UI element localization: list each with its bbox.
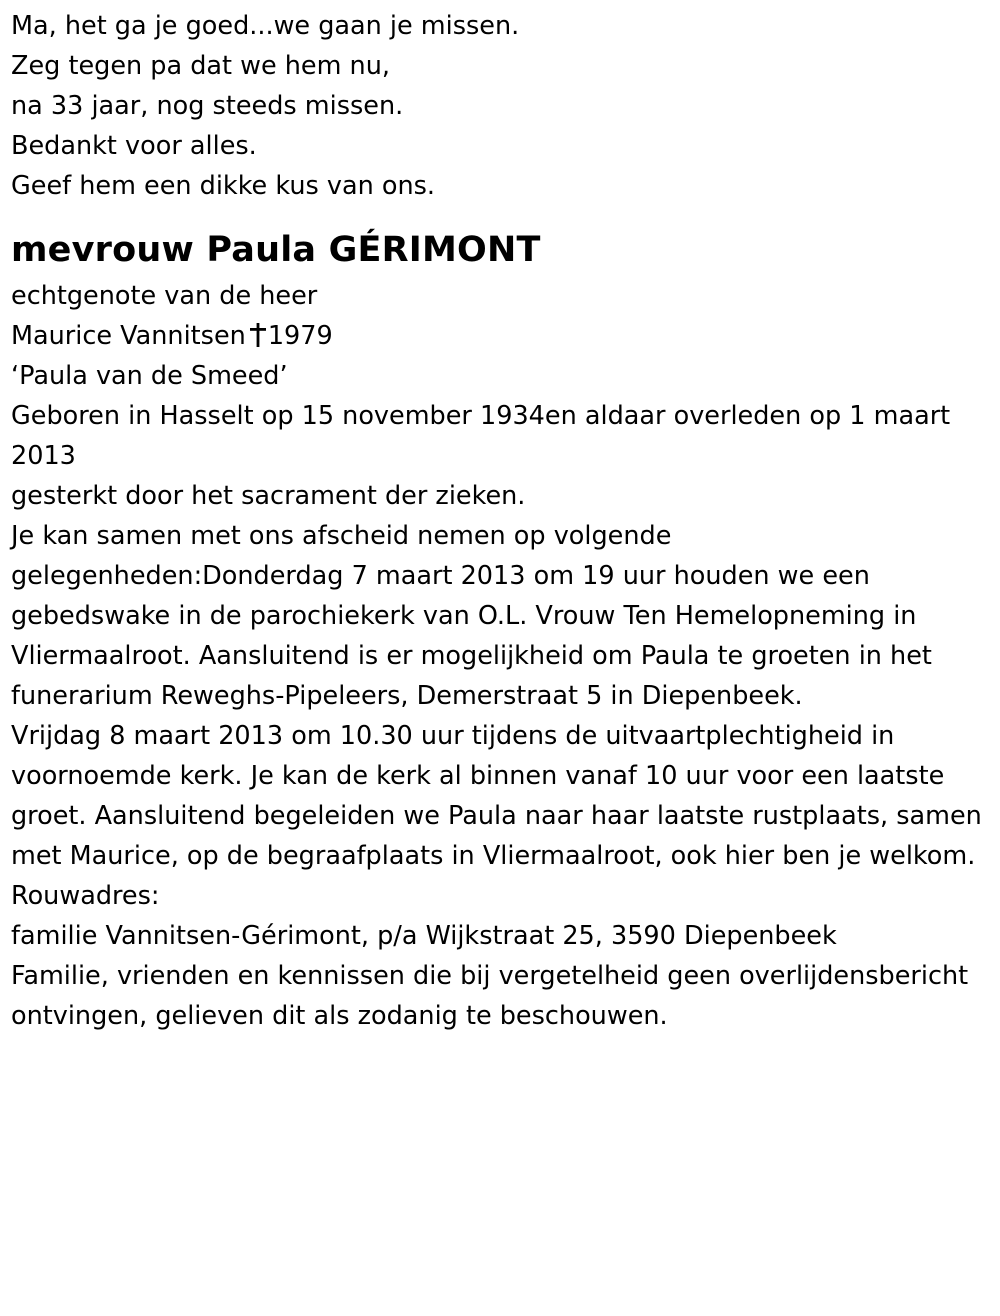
- poem-line-2: Zeg tegen pa dat we hem nu,: [11, 51, 390, 81]
- ceremony-text-1: Je kan samen met ons afscheid nemen op volgende gelegenheden:Donderdag 7 maart 2013 om 19 uur houden we een gebedswake in de parochiekerk van O.L. Vrouw Ten Hemelopneming in Vliermaalroot. Aansluitend is er mogelijkheid om Paula te groeten in het funerarium Reweghs-Pipeleers, Demerstraat 5 in Diepenbeek.: [11, 521, 932, 711]
- birth-death-text: Geboren in Hasselt op 15 november 1934en aldaar overleden op 1 maart 2013: [11, 401, 951, 471]
- obituary-page: [0, 6, 1000, 1316]
- closing-text: Familie, vrienden en kennissen die bij vergetelheid geen overlijdensbericht ontvingen, gelieven dit als zodanig te beschouwen.: [11, 961, 969, 1031]
- deceased-name: mevrouw Paula GÉRIMONT: [11, 230, 541, 270]
- cross-icon: [250, 323, 266, 347]
- poem-line-5: Geef hem een dikke kus van ons.: [11, 171, 436, 201]
- spouse-name-line: [11, 316, 986, 356]
- poem-line-3: na 33 jaar, nog steeds missen.: [11, 91, 404, 121]
- poem-line-1: Ma, het ga je goed...we gaan je missen.: [11, 11, 520, 41]
- poem: [11, 6, 986, 206]
- announcement: [11, 396, 986, 1036]
- ceremony-text-2: Vrijdag 8 maart 2013 om 10.30 uur tijdens de uitvaartplechtigheid in voornoemde kerk. Je kan de kerk al binnen vanaf 10 uur voor een laatste groet. Aansluitend begeleiden we Paula naar haar laatste rustplaats, samen met Maurice, op de begraafplaats in Vliermaalroot, ook hier ben je welkom.: [11, 721, 982, 871]
- poem-line-4: Bedankt voor alles.: [11, 131, 257, 161]
- sacrament-text: gesterkt door het sacrament der zieken.: [11, 481, 526, 511]
- spouse-info: [11, 276, 986, 396]
- address-label: Rouwadres:: [11, 881, 160, 911]
- address-value: familie Vannitsen-Gérimont, p/a Wijkstraat 25, 3590 Diepenbeek: [11, 921, 837, 951]
- nickname: ‘Paula van de Smeed’: [11, 361, 288, 391]
- spouse-line: echtgenote van de heer: [11, 281, 318, 311]
- spouse-death-year: 1979: [267, 321, 333, 351]
- spouse-name: Maurice Vannitsen: [11, 321, 246, 351]
